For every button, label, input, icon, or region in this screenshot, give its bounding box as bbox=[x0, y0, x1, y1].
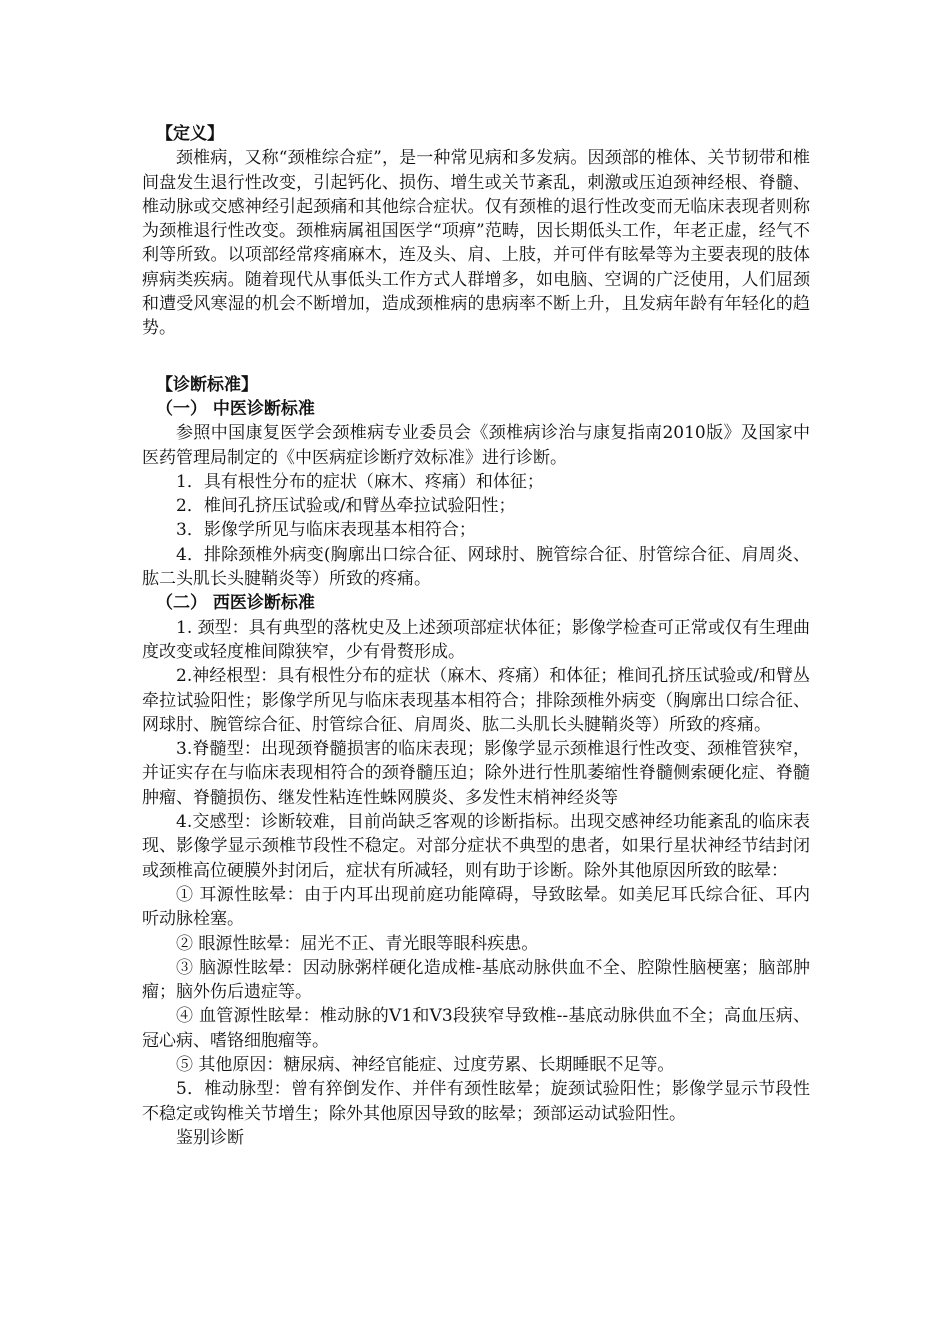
vertigo-cause-2: ② 眼源性眩晕：屈光不正、青光眼等眼科疾患。 bbox=[176, 933, 539, 954]
vertigo-cause-4: ④ 血管源性眩晕：椎动脉的V1和V3段狭窄导致椎--基底动脉供血不全；高血压病、冠心病、嗜铬细胞瘤等。 bbox=[142, 1006, 810, 1051]
vertigo-cause-5: ⑤ 其他原因：糖尿病、神经官能症、过度劳累、长期睡眠不足等。 bbox=[176, 1054, 675, 1075]
vertigo-cause-1: ① 耳源性眩晕：由于内耳出现前庭功能障碍，导致眩晕。如美尼耳氏综合征、耳内听动脉栓塞。 bbox=[142, 884, 810, 930]
document-page bbox=[142, 122, 810, 1150]
definition-paragraph: 颈椎病，又称“颈椎综合症”，是一种常见病和多发病。因颈部的椎体、关节韧带和椎间盘发生退行性改变，引起钙化、损伤、增生或关节紊乱，刺激或压迫颈神经根、脊髓、椎动脉或交感神经引起颈痛和其他综合症状。仅有颈椎的退行性改变而无临床表现者则称为颈椎退行性改变。颈椎病属祖国医学“项痹”范畴，因长期低头工作，年老正虚，经气不利等所致。以项部经常疼痛麻木，连及头、肩、上肢，并可伴有眩晕等为主要表现的肢体痹病类疾病。随着现代从事低头工作方式人群增多，如电脑、空调的广泛使用，人们屈颈和遭受风寒湿的机会不断增加，造成颈椎病的患病率不断上升，且发病年龄有年轻化的趋势。 bbox=[142, 148, 810, 339]
western-item-2: 2.神经根型：具有根性分布的症状（麻木、疼痛）和体征；椎间孔挤压试验或/和臂丛牵拉试验阳性；影像学所见与临床表现基本相符合；排除颈椎外病变（胸廓出口综合征、网球肘、腕管综合征、肘管综合征、肩周炎、肱二头肌长头腱鞘炎等）所致的疼痛。 bbox=[142, 666, 810, 735]
tcm-item-1: 1．具有根性分布的症状（麻木、疼痛）和体征； bbox=[176, 471, 544, 492]
tcm-item-3: 3．影像学所见与临床表现基本相符合； bbox=[176, 520, 476, 541]
tcm-item-2: 2．椎间孔挤压试验或/和臂丛牵拉试验阳性； bbox=[176, 496, 516, 517]
western-item-4: 4.交感型：诊断较难，目前尚缺乏客观的诊断指标。出现交感神经功能紊乱的临床表现、影像学显示颈椎节段性不稳定。对部分症状不典型的患者，如果行星状神经节结封闭或颈椎高位硬膜外封闭后，症状有所减轻，则有助于诊断。除外其他原因所致的眩晕： bbox=[142, 812, 810, 881]
diagnosis-heading: 【诊断标准】 bbox=[156, 374, 258, 395]
differential-diagnosis-label: 鉴别诊断 bbox=[176, 1127, 244, 1148]
vertigo-cause-3: ③ 脑源性眩晕：因动脉粥样硬化造成椎-基底动脉供血不全、腔隙性脑梗塞；脑部肿瘤；脑外伤后遗症等。 bbox=[142, 957, 810, 1003]
western-item-3: 3.脊髓型：出现颈脊髓损害的临床表现；影像学显示颈椎退行性改变、颈椎管狭窄，并证实存在与临床表现相符合的颈脊髓压迫；除外进行性肌萎缩性脊髓侧索硬化症、脊髓肿瘤、脊髓损伤、继发性粘连性蛛网膜炎、多发性末梢神经炎等 bbox=[142, 739, 810, 808]
tcm-criteria-heading: （一） 中医诊断标准 bbox=[156, 398, 315, 419]
western-criteria-heading: （二） 西医诊断标准 bbox=[156, 593, 315, 614]
western-item-1: 1. 颈型：具有典型的落枕史及上述颈项部症状体征；影像学检查可正常或仅有生理曲度改变或轻度椎间隙狭窄，少有骨赘形成。 bbox=[142, 617, 810, 662]
tcm-item-4: 4．排除颈椎外病变(胸廓出口综合征、网球肘、腕管综合征、肘管综合征、肩周炎、肱二头肌长头腱鞘炎等）所致的疼痛。 bbox=[142, 544, 810, 590]
tcm-intro-paragraph: 参照中国康复医学会颈椎病专业委员会《颈椎病诊治与康复指南2010版》及国家中医药管理局制定的《中医病症诊断疗效标准》进行诊断。 bbox=[142, 423, 810, 468]
definition-heading: 【定义】 bbox=[156, 124, 224, 144]
western-item-5: 5．椎动脉型：曾有猝倒发作、并伴有颈性眩晕；旋颈试验阳性；影像学显示节段性不稳定或钩椎关节增生；除外其他原因导致的眩晕；颈部运动试验阳性。 bbox=[142, 1079, 810, 1124]
